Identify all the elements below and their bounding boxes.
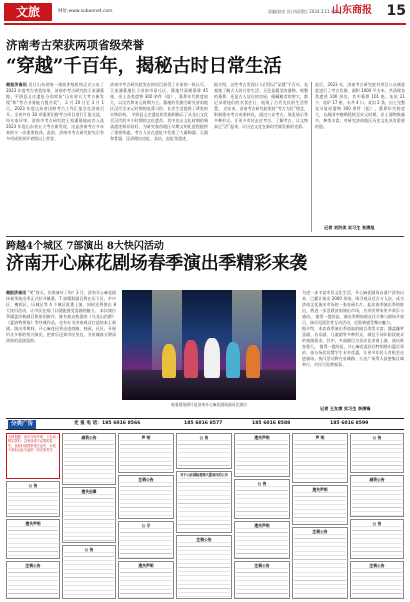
notice-title: 遗失声明 (254, 523, 270, 528)
story2-text-3: 为进一步丰富市民文化生活，开心麻花剧场自落户济南以来，已累计演出 2000 余场，吸引观众近百万人次，成为济南文化演出市场的一张亮丽名片。此次春季演出季的推出，将进一步活跃济南演出市场，为市民带来更多欢乐与感动。 值得一提的是，演出季期间观众还可参与剧场开放日、演员见面会等互动活动，近距离感受舞台魅力。 (302, 290, 404, 325)
notice-body (120, 440, 172, 473)
notice-box (6, 519, 60, 559)
notice-body (236, 528, 288, 559)
notice-title: 声 明 (141, 435, 151, 440)
notice-title: 注销公告 (254, 563, 270, 568)
story1-column-3 (214, 82, 308, 234)
notice-title: 公 告 (372, 521, 382, 526)
notice-box (62, 545, 116, 599)
classifieds-phone: 185 6016 8588 (252, 421, 291, 426)
classifieds-bar (6, 418, 404, 430)
notice-body (8, 526, 58, 559)
story1-text-2: 济南市考古研究院发布的项目获得了专家的一致认可。王家潘墓地位于济南市章丘区，墓地共清理墓葬 45 座，出土各类遗物 300 余件（组），墓葬年代跨度较大，以汉代和宋元时期为主。墓地的发掘为研究济南地区汉代至宋元时期的丧葬习俗、社会生活提供了珍贵的实物资料。 平阴县义庄遗址的发掘则揭示了从龙山文化至汉代的多个时期的文化遗存，其中龙山文化时期的聚落遗迹保存较好，为研究鲁西地区早期文明化进程提供了重要线索。考古人员在遗址中发现了大量陶器、石器和骨器，还清理出房址、灰坑、窑址等遗迹。 (110, 82, 208, 141)
notice-body (120, 568, 172, 599)
story2-column-3 (302, 290, 404, 402)
notice-box (350, 519, 404, 559)
notice-box (118, 433, 174, 473)
notice-box (292, 485, 348, 525)
performer-figure (162, 344, 176, 378)
notice-box (62, 433, 116, 485)
story2-column-1 (6, 290, 116, 414)
story1-credit: 记者 刘洪美 实习生 张清旭 (324, 225, 375, 230)
notice-body (8, 568, 58, 599)
notice-body (64, 494, 114, 543)
notice-box (6, 561, 60, 599)
notice-title: 声 明 (315, 435, 325, 440)
story2-text-1: “笑”春天，你准备好了吗？3 月，济南开心麻花剧场春季演出季正式拉开帷幕，7 部精彩剧目将在历下区、市中区、槐荫区、历城区等 4 个城区轮番上演，同时还将推出 8 大快闪活动，让市民在家门口就能感受喜剧的魅力。 本次演出季涵盖经典剧目和原创新作，既有观众熟悉的《乌龙山伯爵》《夏洛特烦恼》等经典作品，也有专为济南观众打造的本土新剧。演出季期间，开心麻花还将走进商圈、校园、社区，开展形式多样的快闪演出，把欢乐送到市民身边，为泉城春天增添浓浓的喜剧氛围。 (6, 290, 116, 343)
notice-box (350, 433, 404, 473)
notice-title: 遗失启事 (81, 489, 97, 494)
notice-body (236, 440, 288, 477)
notice-body (178, 440, 230, 469)
notice-body (352, 440, 402, 473)
notice-box (350, 561, 404, 599)
notice-title: 遗失声明 (25, 521, 41, 526)
theater-stage-photo (122, 290, 296, 400)
edition-info: 责编/赵亮 设计/邱建忆 2024.3.11 星期一 (268, 9, 343, 14)
notice-body (8, 488, 58, 517)
story1-kicker: 济南考古荣获两项省级荣誉 (6, 38, 144, 52)
notice-body (120, 482, 172, 519)
notice-title: 关于山东国际营商大厦项目的公告 (180, 473, 228, 477)
notice-body (120, 528, 172, 559)
story1-headline: “穿越”千百年，揭秘古时日常生活 (6, 56, 282, 77)
performer-figure (226, 342, 240, 378)
page-header (0, 0, 410, 24)
story1-text-1: 近日山东省统一建筑评级机构正式公布了 2023 年度考古省奖结果，济南市考古研究院王家潘墓地、平阴县义庄遗址分别荣获“山东省五大考古新发现”和“考古业务能力提升奖”。 2 月 20 日至 3 月 1 日，2023 年度山东省田野考古工作汇报会在济南召开。全省共有 30 项重要田野考古项目进行汇报交流，经专家评审，济南市考古研究院王家潘墓地成功入选 2023 年度山东省五大考古新发现，这是济南考古多年来的又一次重要收获。此前，济南市考古研究院先后有多项成果获评省级以上荣誉。 (6, 82, 104, 141)
performer-figure (246, 345, 260, 378)
newspaper-brand: 山东商报 (332, 5, 372, 16)
notice-title: 公 告 (84, 547, 94, 552)
classifieds-logo: 分类广告 (8, 420, 36, 429)
classifieds-phone: 185 6016 8566 (102, 421, 141, 426)
column-divider (311, 82, 312, 232)
notice-title: 公 告 (372, 435, 382, 440)
notice-body (294, 534, 346, 599)
notice-title: 公 告 (28, 483, 38, 488)
notice-body (64, 552, 114, 599)
notice-body (352, 568, 402, 599)
story2-credit: 记者 王友康 实习生 李清锋 (320, 406, 371, 411)
story2-text-2: 据介绍，本次春季演出季选取的剧目类型丰富，涵盖爆笑喜剧、音乐剧、儿童剧等多种形式，满足不同年龄段观众的观演需求。其中，多部剧目为首次在济南上演，演员阵容强大。 值得一提的是，开心麻花此次还特别推出惠民票价，部分场次设置学生专享优惠，让更多年轻人有机会走进剧场。快闪活动将在泉城路、万达广场等人流密集区域举行，市民可免费观看。 (302, 326, 404, 367)
notice-box (234, 561, 290, 599)
notice-body (236, 486, 288, 519)
notice-body (178, 478, 230, 533)
notice-body (64, 440, 114, 485)
notice-box (292, 433, 348, 483)
header-rule (4, 23, 406, 25)
notice-title: 注销公告 (25, 563, 41, 568)
notice-body (352, 526, 402, 559)
classifieds-phone: 185 6016 8599 (330, 421, 369, 426)
notice-title: 遗失声明 (254, 435, 270, 440)
notice-box (62, 487, 116, 543)
notice-box (176, 471, 232, 533)
story2-lead-source: 商报济南讯 (6, 290, 27, 295)
notice-reminder-text: 友情提醒：请在刊登声明、公告前核实资料，以免造成不必要的损失。登报时请携带相关证件，本报不承担由此引起的一切法律责任。 (8, 435, 56, 453)
page-number: 15 (386, 3, 406, 19)
notice-title: 注销公告 (196, 537, 212, 542)
notice-body (294, 492, 346, 525)
classifieds-label: 定 报 电 话： (74, 421, 102, 426)
section-tag: 文旅 (4, 3, 52, 21)
story1-lead-source: 商报济南讯 (6, 82, 28, 87)
notice-box (234, 479, 290, 519)
notice-title: 注销公告 (369, 563, 385, 568)
story1-column-1 (6, 82, 104, 234)
notice-body (236, 568, 288, 599)
notice-title: 减资公告 (81, 435, 97, 440)
story1-text-3: 据介绍，这些考古发现让人们得以“穿越”千百年，直观地了解古人的日常生活。无论是精美的器物、规整的墓葬，还是古人居住的房屋、储藏粮食的窖穴，都记录着他们的衣食住行，展现了古代先民的生活智慧。 近年来，济南考古研究院坚持“考古为民”理念，积极推动考古成果转化，通过公众考古、展览展示等多种形式，让更多市民走近考古、了解考古，让文物真正“活”起来，让历史文化在新时代焕发新的光彩。 (214, 82, 308, 129)
notice-title: 公 告 (199, 435, 209, 440)
story2-headline: 济南开心麻花剧场春季演出季精彩来袭 (6, 253, 307, 274)
performer-figure (204, 338, 220, 378)
notice-title: 遗失声明 (138, 563, 154, 568)
story1-column-4 (315, 82, 405, 222)
notice-body (352, 482, 402, 517)
notice-body (178, 542, 230, 599)
notice-box (118, 521, 174, 559)
notice-title: 注销公告 (138, 477, 154, 482)
notice-box-reminder (6, 433, 60, 479)
notice-title: 减资公告 (369, 477, 385, 482)
story2-kicker: 跨越4个城区 7部演出 8大快闪活动 (6, 241, 164, 252)
classifieds-phone: 185 6016 8577 (184, 421, 223, 426)
notice-box (292, 527, 348, 599)
story1-text-4: 此后，2023 年，济南考古研究院对项目公众满意度进行了考古发掘，面积 1000 平方米，共清理各类遗迹 100 余处，其中墓葬 101 座、灰坑 21 个、窑炉 17 座、水井 4 口、灰沟 2 条，出土完整及可复原器物 300 余件（组）。墓葬年代跨度大，自战国中晚期延续至宋元时期，出土器物数量多，种类丰富，对研究济南地区历史文化具有重要价值。 (315, 82, 405, 129)
notice-title: 公 告 (257, 481, 267, 486)
photo-caption: 观看现场照片是济南开心麻花剧场演员在演出 (171, 402, 247, 407)
notice-box (234, 521, 290, 559)
notice-box (350, 475, 404, 517)
notice-title: 公 示 (141, 523, 151, 528)
notice-box (234, 433, 290, 477)
notice-box (118, 475, 174, 519)
story-divider (6, 236, 404, 237)
performer-figure (184, 340, 198, 378)
site-url: 网址:www.subaonet.com (58, 9, 113, 14)
notice-box (176, 433, 232, 469)
notice-box (118, 561, 174, 599)
notice-box (176, 535, 232, 599)
notice-title: 注销公告 (312, 529, 328, 534)
story1-column-2 (110, 82, 208, 234)
notice-title: 遗失声明 (312, 487, 328, 492)
notice-body (294, 440, 346, 483)
notice-box (6, 481, 60, 517)
